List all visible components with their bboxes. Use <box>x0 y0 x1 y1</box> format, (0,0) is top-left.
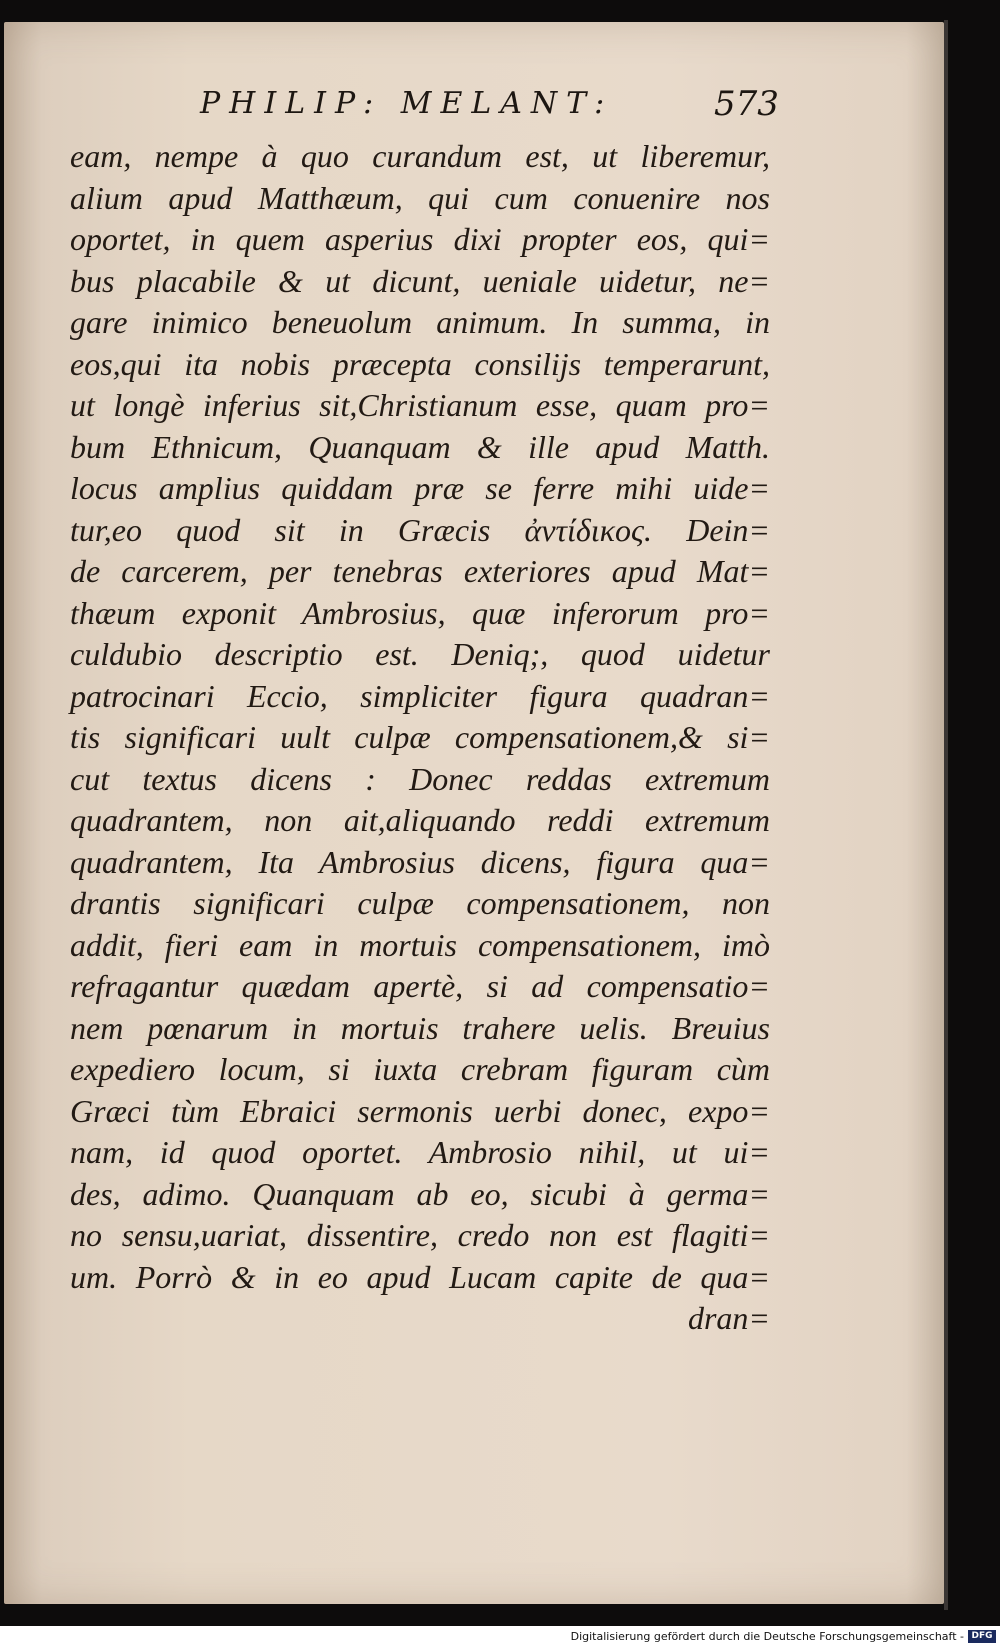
text-line: tis significari uult culpæ compensationem,& si= <box>70 719 770 755</box>
text-line: um. Porrò & in eo apud Lucam capite de qua= <box>70 1258 770 1295</box>
text-line: eam, nempe à quo curandum est, ut liberemur, <box>70 138 770 174</box>
text-line: drantis significari culpæ compensationem, non <box>70 885 770 921</box>
page-number: 573 <box>714 84 779 124</box>
text-line: quadrantem, Ita Ambrosius dicens, figura qua= <box>70 843 770 880</box>
text-line: Græci tùm Ebraici sermonis uerbi donec, expo= <box>70 1092 770 1129</box>
digitization-credit: Digitalisierung gefördert durch die Deutsche Forschungsgemeinschaft - <box>570 1630 964 1643</box>
text-line: tur,eo quod sit in Græcis ἀντίδικος. Dein= <box>70 511 770 548</box>
text-line: eos,qui ita nobis præcepta consilijs temperarunt, <box>70 345 770 382</box>
dfg-logo-icon: DFG <box>968 1630 996 1643</box>
text-line: quadrantem, non ait,aliquando reddi extremum <box>70 802 770 838</box>
text-line: expediero locum, si iuxta crebram figuram cùm <box>70 1051 770 1087</box>
running-head: PHILIP: MELANT: <box>200 86 614 121</box>
catchword: dran= <box>687 1300 770 1336</box>
text-line: alium apud Matthæum, qui cum conuenire nos <box>70 179 770 216</box>
text-line: oportet, in quem asperius dixi propter eos, qui= <box>70 221 770 257</box>
text-line: ut longè inferius sit,Christianum esse, quam pro= <box>70 387 770 423</box>
text-line: locus amplius quiddam præ se ferre mihi uide= <box>70 470 770 506</box>
page-edge <box>944 20 948 1610</box>
text-line: patrocinari Eccio, simpliciter figura quadran= <box>70 677 770 714</box>
footer-bar <box>0 1628 1000 1646</box>
text-line: culdubio descriptio est. Deniq;, quod uidetur <box>70 636 770 672</box>
text-line: des, adimo. Quanquam ab eo, sicubi à germa= <box>70 1175 770 1212</box>
text-line: addit, fieri eam in mortuis compensationem, imò <box>70 926 770 963</box>
text-line: thæum exponit Ambrosius, quæ inferorum pro= <box>70 594 770 631</box>
text-line: de carcerem, per tenebras exteriores apud Mat= <box>70 553 770 589</box>
text-line: nam, id quod oportet. Ambrosio nihil, ut ui= <box>70 1134 770 1170</box>
text-line: bum Ethnicum, Quanquam & ille apud Matth. <box>70 428 770 465</box>
text-line: nem pœnarum in mortuis trahere uelis. Breuius <box>70 1009 770 1046</box>
text-line: cut textus dicens : Donec reddas extremum <box>70 760 770 797</box>
text-line: bus placabile & ut dicunt, ueniale uidetur, ne= <box>70 262 770 299</box>
text-line: refragantur quædam apertè, si ad compensatio= <box>70 968 770 1004</box>
text-line: no sensu,uariat, dissentire, credo non est flagiti= <box>70 1217 770 1253</box>
body-text <box>70 136 770 1340</box>
text-line: gare inimico beneuolum animum. In summa, in <box>70 304 770 340</box>
